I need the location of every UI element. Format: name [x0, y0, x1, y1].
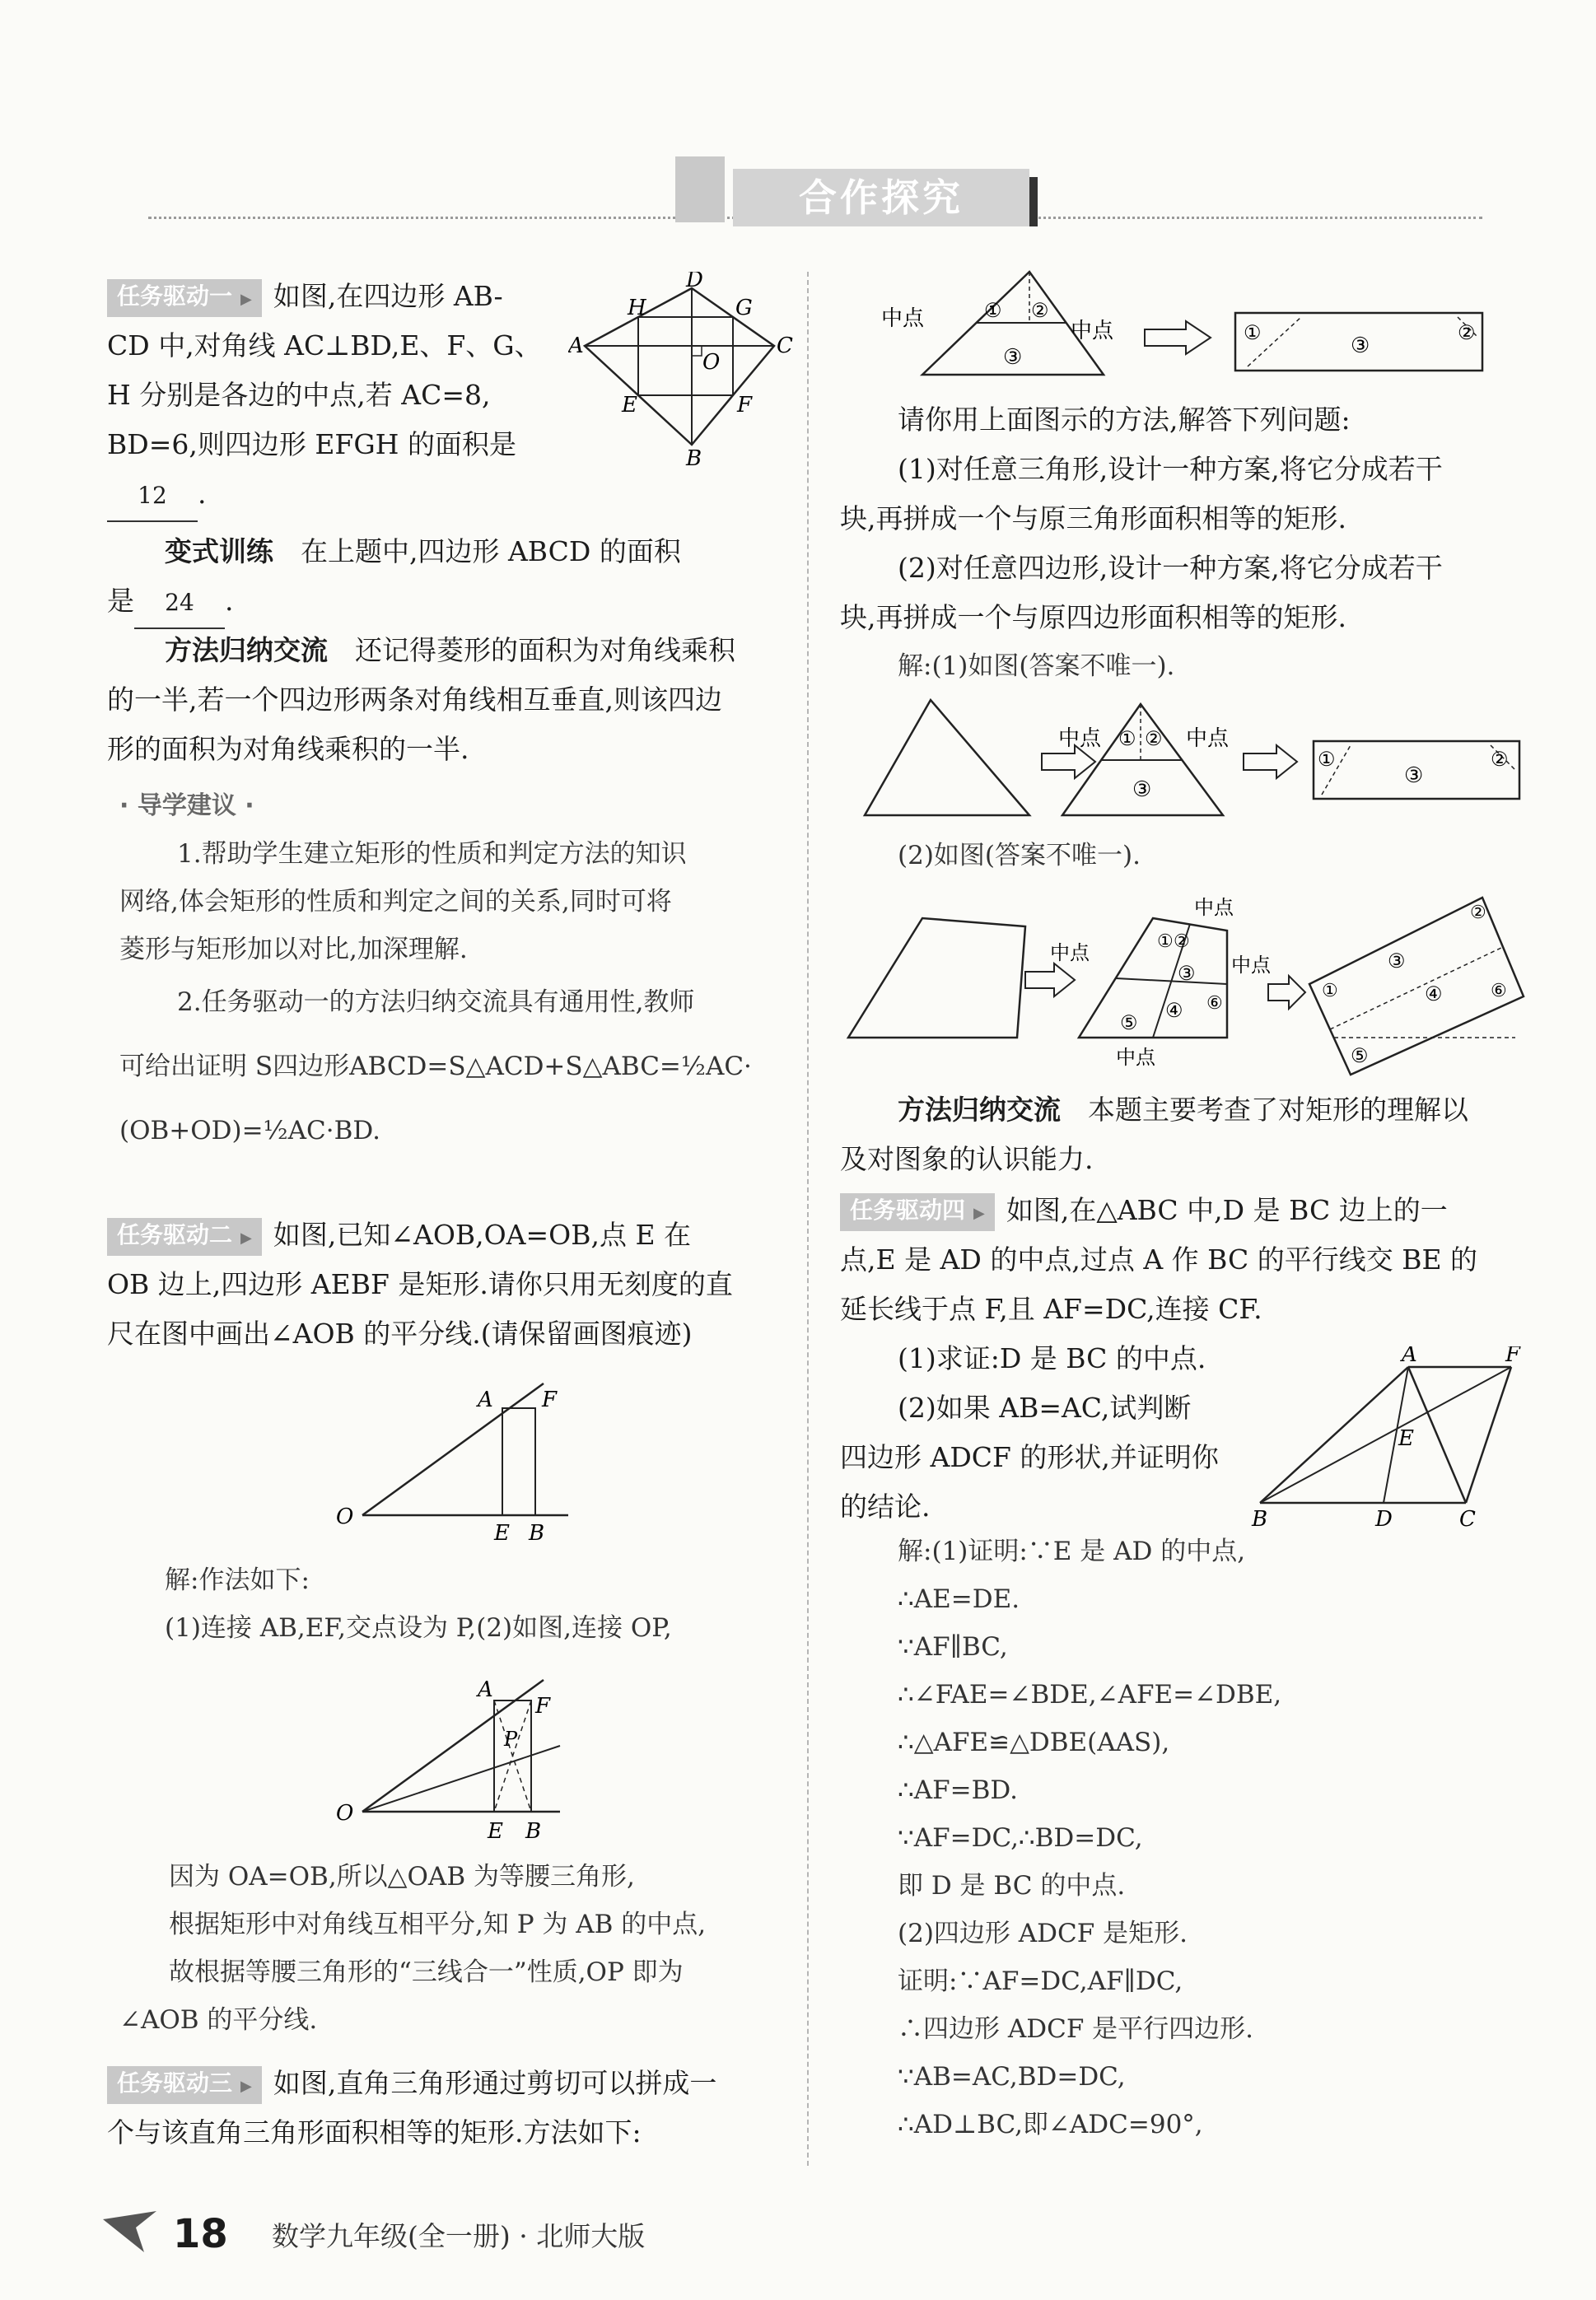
label-E: E: [1398, 1426, 1414, 1451]
label-A: A: [1402, 1346, 1417, 1367]
sol2-line: ∠AOB 的平分线.: [119, 2005, 318, 2035]
method1-block: [107, 626, 799, 774]
punct: .: [198, 478, 207, 510]
variant-block: [107, 527, 791, 629]
task3-block: [107, 2059, 799, 2158]
label-F: F: [737, 393, 753, 418]
piece-2: ②: [1031, 299, 1049, 322]
method1-line: 形的面积为对角线乘积的一半.: [107, 733, 469, 765]
task1-answer: 12: [107, 471, 198, 522]
proof-line: 即 D 是 BC 的中点.: [898, 1871, 1126, 1901]
proof-line: 解:(1)证明:∵E 是 AD 的中点,: [898, 1537, 1246, 1566]
question-line: (2)如果 AB=AC,试判断: [898, 1392, 1192, 1424]
piece-3: ③: [1003, 345, 1023, 370]
piece-2: ②: [1491, 748, 1509, 771]
label-H: H: [628, 296, 646, 320]
midpoint-label: 中点: [1231, 954, 1271, 977]
task1-block: [107, 272, 585, 522]
label-A: A: [478, 1388, 493, 1412]
proof-line: ∴四边形 ADCF 是平行四边形.: [898, 2014, 1254, 2044]
piece-5: ⑤: [1120, 1011, 1138, 1034]
piece-1: ①: [1157, 931, 1174, 952]
midpoint-label: 中点: [1116, 1046, 1155, 1069]
method2-block: [840, 1085, 1532, 1184]
proof-line: ∴AE=DE.: [898, 1584, 1020, 1614]
header-decoration-bar: [1029, 177, 1038, 226]
piece-3: ③: [1132, 777, 1152, 802]
label-F: F: [542, 1388, 558, 1412]
intro-line: 请你用上面图示的方法,解答下列问题:: [898, 404, 1351, 436]
task4-tag: 任务驱动四 ▶: [840, 1193, 995, 1231]
label-O: O: [336, 1801, 354, 1826]
piece-1: ①: [1322, 981, 1338, 1001]
label-D: D: [686, 272, 703, 292]
piece-1: ①: [1318, 748, 1336, 771]
label-G: G: [735, 296, 753, 320]
task1-line: BD=6,则四边形 EFGH 的面积是: [107, 428, 516, 460]
piece-1: ①: [984, 299, 1002, 322]
label-F: F: [535, 1694, 551, 1719]
intro-line: 块,再拼成一个与原三角形面积相等的矩形.: [840, 502, 1346, 534]
task2-tag: 任务驱动二 ▶: [107, 1218, 262, 1256]
piece-6: ⑥: [1206, 993, 1223, 1014]
header-decoration: [675, 156, 725, 222]
label-D: D: [1375, 1507, 1393, 1528]
proof-line: (2)四边形 ADCF 是矩形.: [898, 1919, 1188, 1948]
piece-6: ⑥: [1491, 981, 1507, 1001]
punct: .: [225, 585, 234, 617]
midpoint-label: 中点: [1058, 726, 1102, 751]
sol2-line: 根据矩形中对角线互相平分,知 P 为 AB 的中点,: [169, 1910, 707, 1939]
proof-line: ∴AD⊥BC,即∠ADC=90°,: [898, 2110, 1203, 2139]
method1-line: 的一半,若一个四边形两条对角线相互垂直,则该四边: [107, 683, 722, 716]
task4-line: 如图,在△ABC 中,D 是 BC 边上的一: [1006, 1194, 1448, 1226]
page-number: 18: [173, 2211, 228, 2257]
page-corner-icon: [99, 2207, 165, 2256]
label-A: A: [478, 1677, 493, 1702]
piece-3: ③: [1388, 949, 1406, 973]
guide-formula: 可给出证明 S四边形ABCD=S△ACD+S△ABC=½AC·: [119, 1052, 752, 1081]
proof-block: [898, 1528, 1532, 2148]
label-F: F: [1505, 1346, 1521, 1367]
piece-2: ②: [1458, 321, 1476, 344]
method2-line: 本题主要考查了对矩形的理解以: [1088, 1094, 1468, 1126]
task4-questions: [840, 1334, 1252, 1532]
column-divider: [807, 272, 809, 2166]
quadrilateral-figure: [568, 272, 799, 469]
variant-label: 变式训练: [165, 535, 273, 567]
label-A: A: [568, 334, 584, 358]
piece-2: ②: [1470, 903, 1486, 923]
sol-part2: (2)如图(答案不唯一).: [898, 841, 1141, 870]
label-P: P: [504, 1728, 518, 1751]
footer-book-title: 数学九年级(全一册) · 北师大版: [272, 2220, 646, 2252]
midpoint-label: 中点: [881, 306, 925, 331]
label-E: E: [488, 1819, 503, 1844]
guide-block: [119, 782, 803, 1155]
piece-3: ③: [1178, 962, 1196, 985]
guide-formula: (OB+OD)=½AC·BD.: [119, 1116, 380, 1145]
piece-4: ④: [1165, 999, 1183, 1022]
task4-line: 延长线于点 F,且 AF=DC,连接 CF.: [840, 1293, 1262, 1325]
piece-3: ③: [1404, 763, 1424, 788]
label-O: O: [336, 1505, 354, 1529]
variant-answer: 24: [134, 578, 225, 629]
proof-line: 证明:∵AF=DC,AF∥DC,: [898, 1966, 1183, 1996]
task1-tag: 任务驱动一 ▶: [107, 279, 262, 317]
piece-1: ①: [1118, 727, 1136, 750]
task4-block: [840, 1186, 1532, 1334]
sol2-line: 解:作法如下:: [165, 1565, 310, 1595]
label-O: O: [702, 350, 721, 375]
right-intro: [840, 395, 1532, 642]
piece-1: ①: [1244, 321, 1262, 344]
sol-part1: 解:(1)如图(答案不唯一).: [898, 651, 1175, 681]
guide-line: 网络,体会矩形的性质和判定之间的关系,同时可将: [119, 887, 672, 917]
method1-line: 还记得菱形的面积为对角线乘积: [355, 634, 735, 666]
label-B: B: [686, 446, 702, 469]
task3-tag: 任务驱动三 ▶: [107, 2066, 262, 2104]
proof-line: ∴AF=BD.: [898, 1775, 1018, 1805]
method2-line: 及对图象的认识能力.: [840, 1143, 1094, 1175]
quadrilateral-solution-figure: [840, 881, 1532, 1079]
guide-line: 1.帮助学生建立矩形的性质和判定方法的知识: [177, 839, 687, 869]
task2-block: [107, 1211, 799, 1359]
proof-line: ∵AF=DC,∴BD=DC,: [898, 1823, 1143, 1853]
guide-line: 2.任务驱动一的方法归纳交流具有通用性,教师: [177, 987, 695, 1017]
label-B: B: [529, 1521, 545, 1540]
sol2-line: (1)连接 AB,EF,交点设为 P,(2)如图,连接 OP,: [165, 1613, 672, 1643]
task4-line: 点,E 是 AD 的中点,过点 A 作 BC 的平行线交 BE 的: [840, 1243, 1478, 1276]
label-E: E: [494, 1521, 510, 1540]
task1-line: H 分别是各边的中点,若 AC=8,: [107, 379, 491, 411]
label-C: C: [777, 334, 793, 358]
piece-3: ③: [1351, 334, 1370, 358]
intro-line: (1)对任意三角形,设计一种方案,将它分成若干: [898, 453, 1443, 485]
sol2-part-b: [119, 1853, 803, 2044]
intro-line: 块,再拼成一个与原四边形面积相等的矩形.: [840, 601, 1346, 633]
question-line: 的结论.: [840, 1491, 931, 1523]
task3-line: 个与该直角三角形面积相等的矩形.方法如下:: [107, 2116, 642, 2148]
proof-line: ∴△AFE≌△DBE(AAS),: [898, 1728, 1170, 1757]
task2-line: 如图,已知∠AOB,OA=OB,点 E 在: [273, 1219, 692, 1251]
method2-label: 方法归纳交流: [898, 1094, 1061, 1126]
sol2-line: 故根据等腰三角形的“三线合一”性质,OP 即为: [169, 1957, 684, 1987]
sol2-line: 因为 OA=OB,所以△OAB 为等腰三角形,: [169, 1862, 635, 1892]
label-E: E: [622, 393, 637, 418]
label-B: B: [1252, 1507, 1268, 1528]
question-line: (1)求证:D 是 BC 的中点.: [898, 1342, 1206, 1374]
task3-line: 如图,直角三角形通过剪切可以拼成一: [273, 2067, 717, 2099]
label-C: C: [1459, 1507, 1476, 1528]
label-B: B: [525, 1819, 542, 1844]
variant-text: 在上题中,四边形 ABCD 的面积: [301, 535, 681, 567]
guide-title: · 导学建议 ·: [119, 791, 254, 820]
proof-line: ∵AF∥BC,: [898, 1632, 1008, 1662]
question-line: 四边形 ADCF 的形状,并证明你: [840, 1441, 1219, 1473]
angle-aob-figure: [329, 1367, 576, 1540]
midpoint-label: 中点: [1071, 319, 1114, 343]
piece-4: ④: [1425, 982, 1443, 1005]
triangle-abc-figure: [1244, 1346, 1524, 1528]
piece-2: ②: [1174, 931, 1190, 952]
guide-line: 菱形与矩形加以对比,加深理解.: [119, 935, 468, 964]
sol2-part-a: [165, 1556, 807, 1652]
bisector-solution-figure: [329, 1663, 576, 1845]
piece-5: ⑤: [1351, 1044, 1369, 1067]
triangle-cut-demo-figure: [881, 264, 1507, 387]
midpoint-label: 中点: [1194, 896, 1234, 919]
task1-line: 如图,在四边形 AB-: [273, 280, 503, 312]
method1-label: 方法归纳交流: [165, 634, 328, 666]
midpoint-label: 中点: [1186, 726, 1230, 751]
proof-line: ∴∠FAE=∠BDE,∠AFE=∠DBE,: [898, 1680, 1282, 1710]
triangle-solution-figure: [856, 688, 1532, 828]
intro-line: (2)对任意四边形,设计一种方案,将它分成若干: [898, 552, 1443, 584]
piece-2: ②: [1145, 727, 1163, 750]
task2-line: OB 边上,四边形 AEBF 是矩形.请你只用无刻度的直: [107, 1268, 733, 1300]
task1-line: CD 中,对角线 AC⊥BD,E、F、G、: [107, 329, 542, 362]
midpoint-label: 中点: [1050, 941, 1090, 964]
task2-line: 尺在图中画出∠AOB 的平分线.(请保留画图痕迹): [107, 1318, 693, 1350]
variant-prefix: 是: [107, 585, 134, 617]
proof-line: ∵AB=AC,BD=DC,: [898, 2062, 1126, 2092]
section-title: 合作探究: [733, 169, 1029, 226]
